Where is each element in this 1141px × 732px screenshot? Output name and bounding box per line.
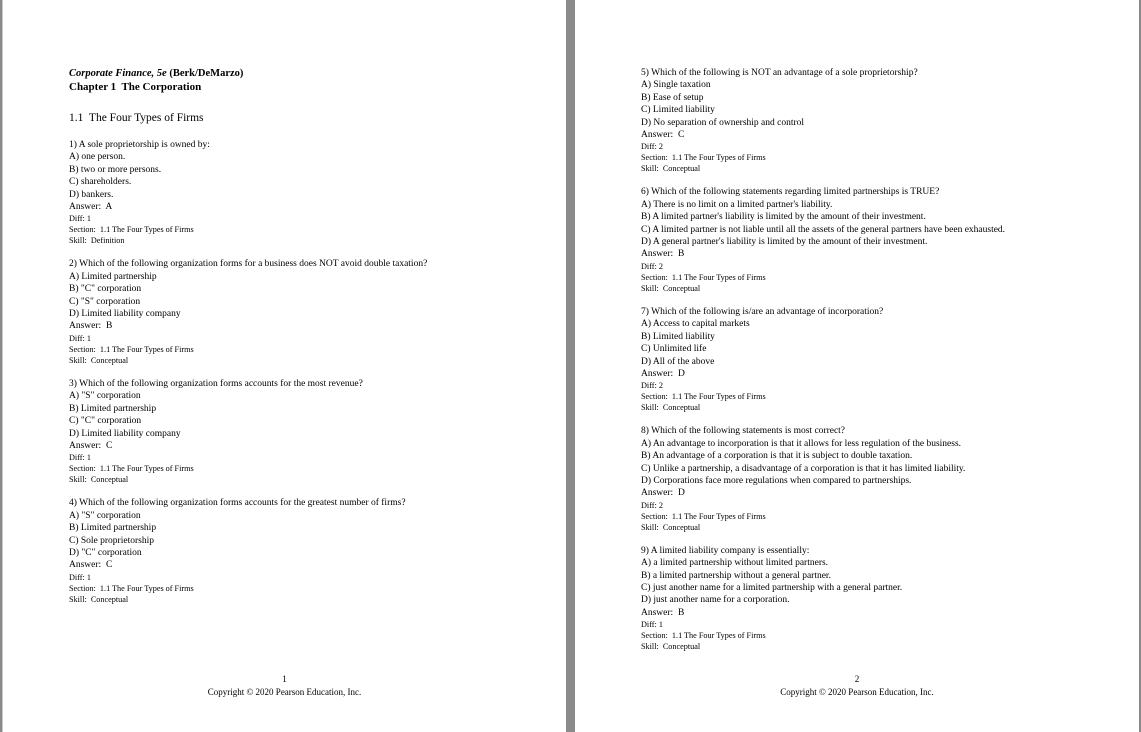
answer-option: D) "C" corporation (69, 547, 142, 558)
answer-option: B) a limited partnership without a general partner. (641, 570, 831, 581)
difficulty: Diff: 2 (641, 142, 663, 152)
page-number: 1 (282, 674, 287, 684)
answer-option: A) There is no limit on a limited partner's liability. (641, 199, 833, 210)
section-ref: Section: 1.1 The Four Types of Firms (69, 225, 194, 235)
answer-option: C) Sole proprietorship (69, 535, 154, 546)
difficulty: Diff: 1 (69, 214, 91, 224)
answer-option: D) No separation of ownership and control (641, 117, 805, 128)
question-stem: 4) Which of the following organization forms accounts for the greatest number of firms? (69, 498, 406, 509)
page-footer (3, 673, 566, 699)
answer-option: B) An advantage of a corporation is that it is subject to double taxation. (641, 451, 913, 462)
answer-key: Answer: C (69, 560, 113, 571)
section-ref: Section: 1.1 The Four Types of Firms (641, 272, 766, 282)
question-stem: 9) A limited liability company is essentially: (641, 545, 810, 556)
answer-key: Answer: C (69, 440, 113, 451)
difficulty: Diff: 1 (641, 620, 663, 630)
answer-key: Answer: C (641, 130, 685, 141)
answer-key: Answer: A (69, 202, 113, 213)
section-ref: Section: 1.1 The Four Types of Firms (69, 583, 194, 593)
page-footer (575, 673, 1139, 699)
answer-option: A) one person. (69, 152, 126, 163)
skill: Skill: Conceptual (69, 475, 129, 485)
answer-option: D) just another name for a corporation. (641, 595, 790, 606)
answer-option: C) "C" corporation (69, 416, 142, 427)
page-content (641, 67, 1121, 664)
book-authors: (Berk/DeMarzo) (169, 68, 244, 79)
document-page-2 (575, 0, 1139, 732)
book-title: Corporate Finance, 5e (69, 68, 167, 79)
answer-key: Answer: D (641, 488, 685, 499)
answer-option: D) Limited liability company (69, 309, 181, 320)
skill: Skill: Conceptual (641, 164, 701, 174)
skill: Skill: Conceptual (69, 355, 129, 365)
skill: Skill: Conceptual (641, 522, 701, 532)
question-stem: 3) Which of the following organization forms accounts for the most revenue? (69, 378, 363, 389)
answer-option: B) Limited partnership (69, 403, 157, 414)
answer-option: A) An advantage to incorporation is that it allows for less regulation of the business. (641, 438, 962, 449)
answer-option: C) A limited partner is not liable until all the assets of the general partners have been exhausted. (641, 224, 1006, 235)
question-stem: 6) Which of the following statements regarding limited partnerships is TRUE? (641, 187, 940, 198)
question-5 (641, 67, 1121, 174)
answer-option: D) A general partner's liability is limited by the amount of their investment. (641, 237, 928, 248)
question-9 (641, 545, 1121, 652)
answer-key: Answer: D (641, 368, 685, 379)
difficulty: Diff: 1 (69, 572, 91, 582)
chapter-title: Chapter 1 The Corporation (69, 81, 202, 93)
answer-option: B) two or more persons. (69, 164, 162, 175)
section-ref: Section: 1.1 The Four Types of Firms (641, 631, 766, 641)
answer-option: C) Unlimited life (641, 344, 707, 355)
question-8 (641, 425, 1121, 532)
question-stem: 7) Which of the following is/are an advantage of incorporation? (641, 306, 884, 317)
question-3 (69, 378, 539, 485)
skill: Skill: Conceptual (641, 283, 701, 293)
skill: Skill: Conceptual (69, 594, 129, 604)
copyright-notice: Copyright © 2020 Pearson Education, Inc. (207, 687, 362, 697)
answer-option: C) just another name for a limited partnership with a general partner. (641, 582, 903, 593)
answer-option: A) Limited partnership (69, 271, 157, 282)
difficulty: Diff: 1 (69, 453, 91, 463)
copyright-notice: Copyright © 2020 Pearson Education, Inc. (780, 687, 934, 697)
question-stem: 5) Which of the following is NOT an advantage of a sole proprietorship? (641, 68, 918, 78)
answer-option: C) Unlike a partnership, a disadvantage of a corporation is that it has limited liability. (641, 463, 966, 474)
question-2 (69, 258, 539, 365)
section-ref: Section: 1.1 The Four Types of Firms (69, 464, 194, 474)
answer-option: A) "S" corporation (69, 391, 141, 402)
book-title-line (69, 67, 539, 80)
answer-option: B) A limited partner's liability is limited by the amount of their investment. (641, 212, 926, 223)
answer-option: A) Single taxation (641, 80, 711, 91)
document-page-1 (2, 0, 566, 732)
answer-option: D) All of the above (641, 356, 715, 367)
difficulty: Diff: 2 (641, 261, 663, 271)
answer-key: Answer: B (69, 321, 113, 332)
section-heading: 1.1 The Four Types of Firms (69, 112, 204, 124)
skill: Skill: Definition (69, 236, 125, 246)
question-4 (69, 497, 539, 604)
answer-option: A) "S" corporation (69, 510, 141, 521)
question-1 (69, 139, 539, 246)
answer-option: B) Ease of setup (641, 92, 704, 103)
answer-option: D) Corporations face more regulations when compared to partnerships. (641, 475, 912, 486)
section-ref: Section: 1.1 The Four Types of Firms (641, 392, 766, 402)
skill: Skill: Conceptual (641, 403, 701, 413)
question-stem: 1) A sole proprietorship is owned by: (69, 140, 210, 150)
answer-option: D) Limited liability company (69, 428, 181, 439)
document-header (69, 67, 539, 94)
difficulty: Diff: 2 (641, 381, 663, 391)
section-ref: Section: 1.1 The Four Types of Firms (641, 511, 766, 521)
section-ref: Section: 1.1 The Four Types of Firms (69, 344, 194, 354)
question-stem: 8) Which of the following statements is most correct? (641, 426, 846, 437)
answer-option: B) Limited liability (641, 331, 715, 342)
answer-option: A) Access to capital markets (641, 319, 750, 330)
answer-option: D) bankers. (69, 189, 114, 200)
answer-key: Answer: B (641, 249, 685, 260)
answer-option: C) "S" corporation (69, 296, 141, 307)
page-content (69, 67, 539, 617)
page-number: 2 (854, 674, 860, 684)
section-ref: Section: 1.1 The Four Types of Firms (641, 153, 766, 163)
question-6 (641, 186, 1121, 293)
answer-option: A) a limited partnership without limited partners. (641, 558, 829, 569)
answer-option: B) Limited partnership (69, 523, 157, 534)
difficulty: Diff: 2 (641, 500, 663, 510)
difficulty: Diff: 1 (69, 333, 91, 343)
question-7 (641, 306, 1121, 413)
answer-option: C) shareholders. (69, 177, 132, 188)
skill: Skill: Conceptual (641, 642, 701, 652)
answer-option: C) Limited liability (641, 105, 715, 116)
answer-option: B) "C" corporation (69, 284, 142, 295)
question-stem: 2) Which of the following organization forms for a business does NOT avoid double taxation? (69, 259, 428, 270)
answer-key: Answer: B (641, 607, 685, 618)
